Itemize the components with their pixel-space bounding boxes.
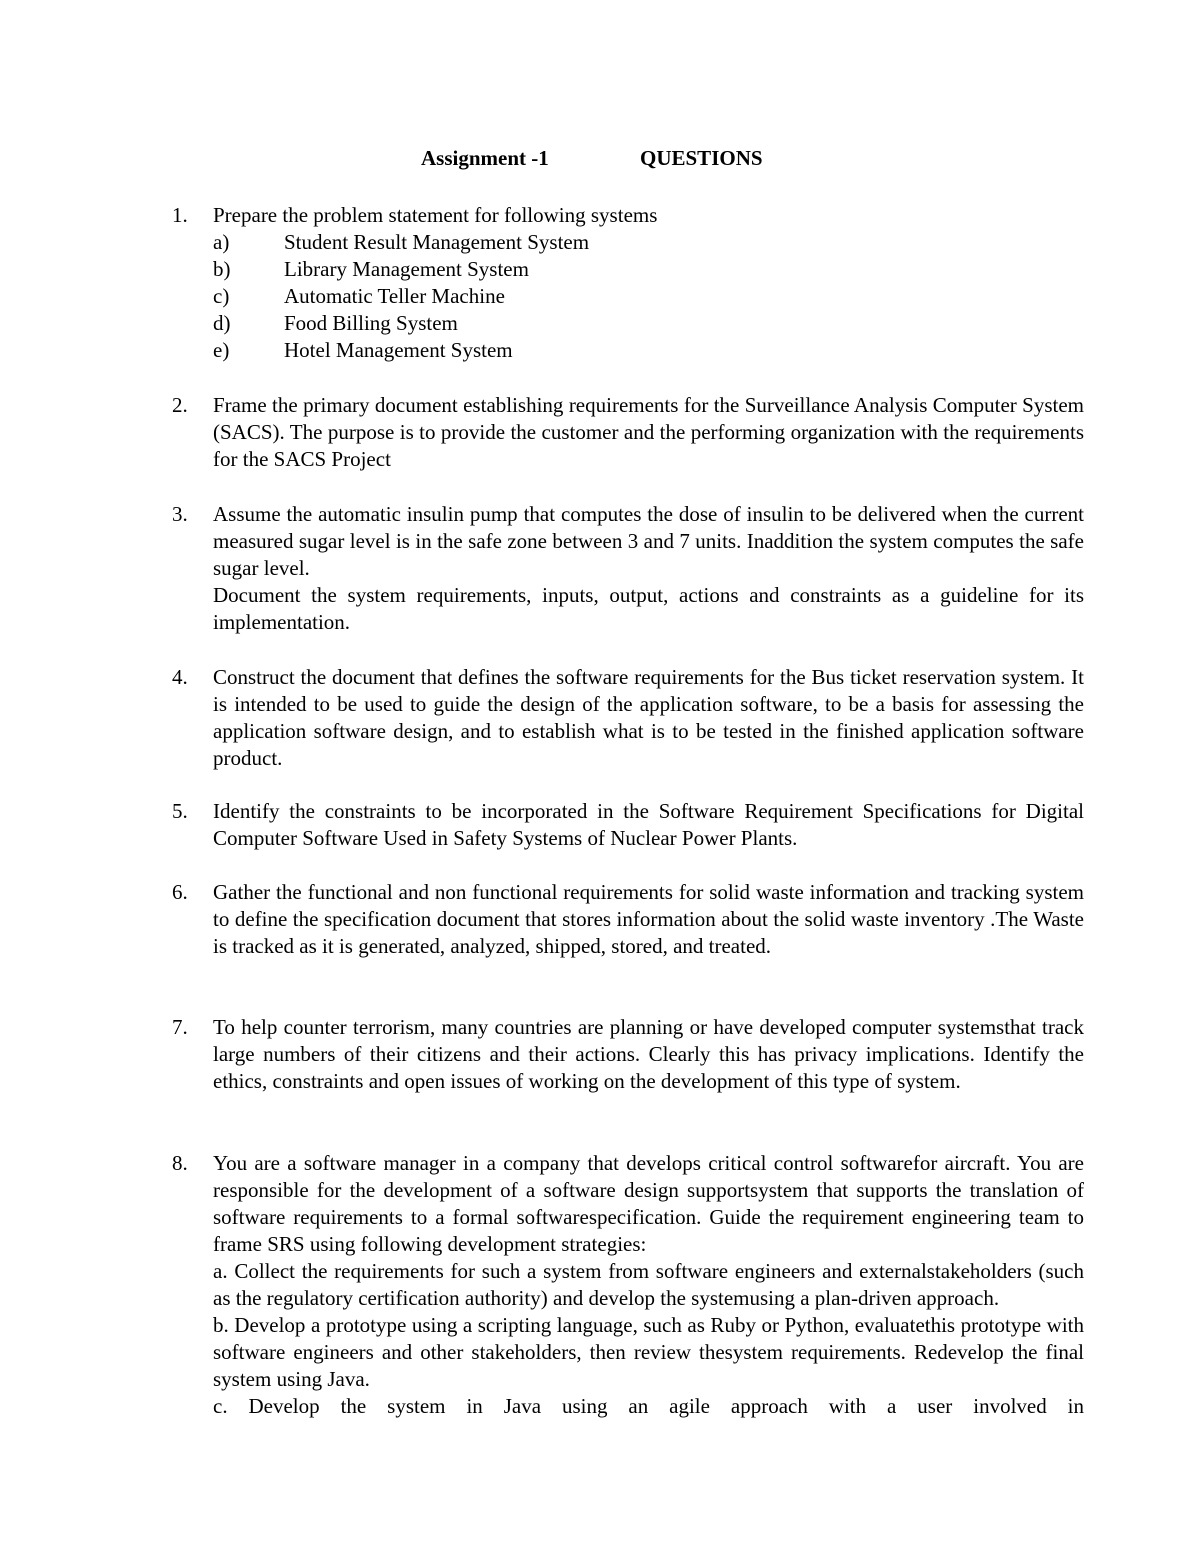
sub-item-text: Food Billing System (284, 311, 458, 335)
question-text: Assume the automatic insulin pump that computes the dose of insulin to be delivered when the current measured sugar level is in the safe zone between 3 and 7 units. Inaddition the system computes the safe sugar level. (213, 502, 1084, 580)
question-2 (172, 392, 1084, 473)
question-text: Identify the constraints to be incorporated in the Software Requirement Specifications for Digital Computer Software Used in Safety Systems of Nuclear Power Plants. (213, 799, 1084, 850)
question-text: Frame the primary document establishing requirements for the Surveillance Analysis Computer System (SACS). The purpose is to provide the customer and the performing organization with the requirements for the SACS Project (213, 393, 1084, 471)
question-8 (172, 1150, 1084, 1420)
question-number: 4. (172, 665, 188, 689)
sub-item-text: Hotel Management System (284, 338, 513, 362)
question-text: Gather the functional and non functional requirements for solid waste information and tracking system to define the specification document that stores information about the solid waste inventory .The Waste is tracked as it is generated, analyzed, shipped, stored, and treated. (213, 880, 1084, 958)
sub-item-text: Automatic Teller Machine (284, 284, 505, 308)
question-number: 7. (172, 1015, 188, 1039)
question-number: 5. (172, 799, 188, 823)
question-7 (172, 1014, 1084, 1095)
question-text-continued: Document the system requirements, inputs, output, actions and constraints as a guideline for its implementation. (213, 583, 1084, 634)
question-6 (172, 879, 1084, 960)
question-number: 1. (172, 203, 188, 227)
question-1 (172, 202, 1084, 364)
sub-item-text: Library Management System (284, 257, 529, 281)
question-number: 6. (172, 880, 188, 904)
question-4 (172, 664, 1084, 772)
document-title (0, 144, 1200, 172)
sub-item (213, 256, 1084, 283)
question-number: 8. (172, 1151, 188, 1175)
sub-item (213, 283, 1084, 310)
sub-item-text: Student Result Management System (284, 230, 590, 254)
sub-item-label: e) (213, 338, 230, 362)
question-text: To help counter terrorism, many countries are planning or have developed computer systemsthat track large numbers of their citizens and their actions. Clearly this has privacy implications. Identify the ethics, constraints and open issues of working on the development of this type of system. (213, 1015, 1084, 1093)
sub-item-label: d) (213, 311, 231, 335)
sub-item-label: c) (213, 284, 230, 308)
question-text: Prepare the problem statement for following systems (213, 203, 658, 227)
question-3 (172, 501, 1084, 636)
question-5 (172, 798, 1084, 852)
sub-item-label: a) (213, 230, 230, 254)
strategy-a: a. Collect the requirements for such a system from software engineers and externalstakeholders (such as the regulatory certification authority) and develop the systemusing a plan-driven approach. (213, 1259, 1084, 1310)
assignment-title: Assignment -1 (421, 146, 549, 170)
sub-item (213, 337, 1084, 364)
question-number: 2. (172, 393, 188, 417)
question-text: Construct the document that defines the software requirements for the Bus ticket reservation system. It is intended to be used to guide the design of the application software, to be a basis for assessing the application software design, and to establish what is to be tested in the finished application software product. (213, 665, 1084, 770)
sub-item (213, 310, 1084, 337)
sub-item (213, 229, 1084, 256)
questions-heading: QUESTIONS (640, 146, 763, 170)
strategy-b: b. Develop a prototype using a scripting language, such as Ruby or Python, evaluatethis prototype with software engineers and other stakeholders, then review thesystem requirements. Redevelop the final system using Java. (213, 1313, 1084, 1391)
question-text: You are a software manager in a company that develops critical control softwarefor aircraft. You are responsible for the development of a software design supportsystem that supports the translation of software requirements to a formal softwarespecification. Guide the requirement engineering team to frame SRS using following development strategies: (213, 1151, 1084, 1256)
sub-item-label: b) (213, 257, 231, 281)
strategy-c: c. Develop the system in Java using an agile approach with a user involved in (213, 1394, 1084, 1418)
question-number: 3. (172, 502, 188, 526)
